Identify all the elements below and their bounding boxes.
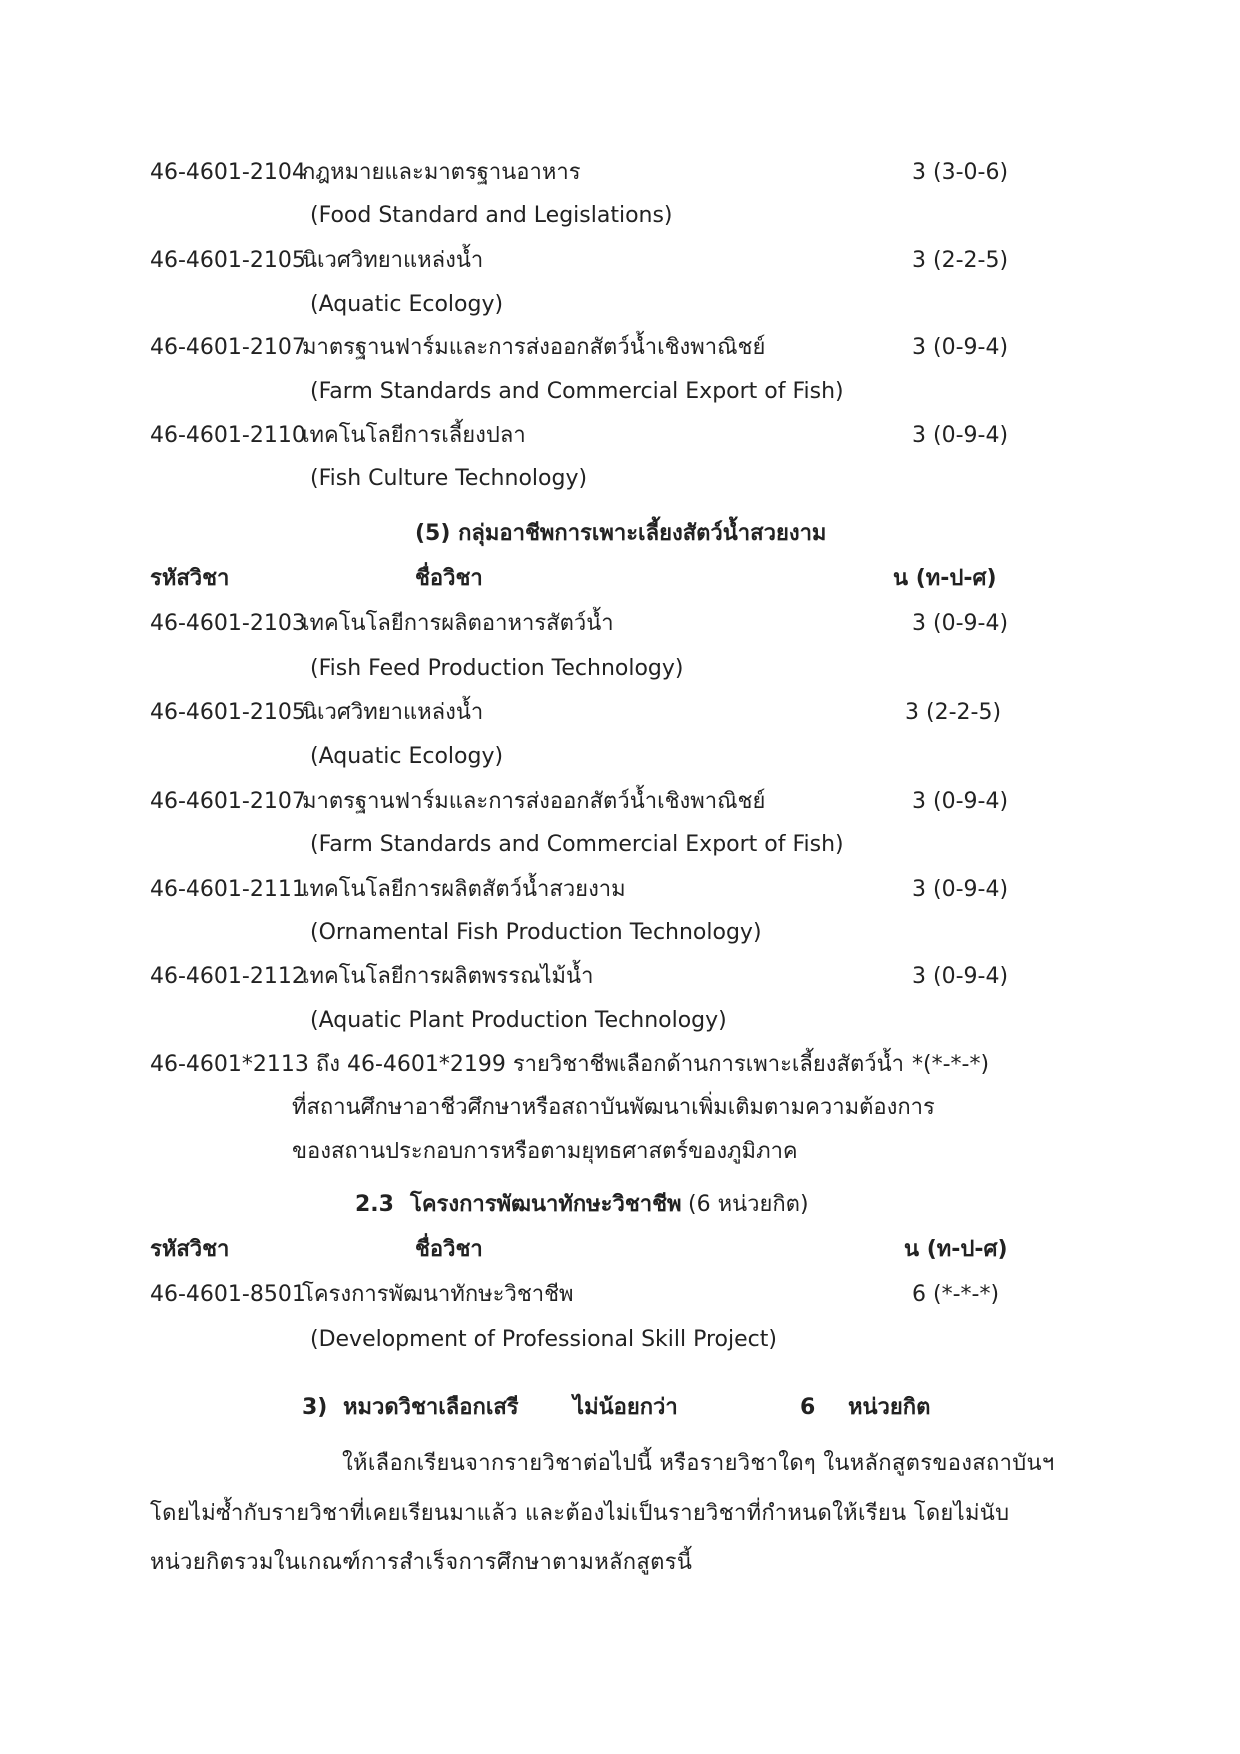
course-name-en: (Aquatic Ecology)	[310, 292, 504, 317]
course-name-en: (Aquatic Plant Production Technology)	[310, 1008, 727, 1033]
course-name-th: เทคโนโลยีการเลี้ยงปลา	[302, 423, 526, 448]
course-name-en: (Farm Standards and Commercial Export of Fish)	[310, 379, 844, 404]
course-credits: 3 (2-2-5)	[912, 248, 1009, 273]
course-range-credits: *(*-*-*)	[912, 1052, 990, 1077]
course-credits: 6 (*-*-*)	[912, 1282, 1000, 1307]
header-credits: น (ท-ป-ศ)	[893, 566, 997, 591]
course-code: 46-4601-2104	[150, 160, 306, 185]
header-code: รหัสวิชา	[150, 566, 230, 591]
section-min: ไม่น้อยกว่า	[573, 1395, 678, 1420]
course-name-en: (Farm Standards and Commercial Export of Fish)	[310, 832, 844, 857]
course-name-en: (Fish Feed Production Technology)	[310, 656, 684, 681]
course-credits: 3 (0-9-4)	[912, 335, 1009, 360]
course-code: 46-4601-2107	[150, 335, 306, 360]
course-range: 46-4601*2113 ถึง 46-4601*2199 รายวิชาชีพเลือกด้านการเพาะเลี้ยงสัตว์น้ำ	[150, 1052, 904, 1077]
course-credits: 3 (0-9-4)	[912, 789, 1009, 814]
section-count: 6	[800, 1395, 816, 1420]
section-title: หมวดวิชาเลือกเสรี	[343, 1395, 519, 1420]
course-code: 46-4601-8501	[150, 1282, 306, 1307]
paragraph: ให้เลือกเรียนจากรายวิชาต่อไปนี้ หรือรายวิชาใดๆ ในหลักสูตรของสถาบันฯ	[342, 1451, 1055, 1476]
course-credits: 3 (0-9-4)	[912, 423, 1009, 448]
course-credits: 3 (0-9-4)	[912, 877, 1009, 902]
course-credits: 3 (2-2-5)	[905, 700, 1002, 725]
section-number: 3)	[302, 1395, 328, 1420]
course-name-en: (Ornamental Fish Production Technology)	[310, 920, 762, 945]
section-units: (6 หน่วยกิต)	[688, 1192, 809, 1217]
course-credits: 3 (3-0-6)	[912, 160, 1009, 185]
course-credits: 3 (0-9-4)	[912, 611, 1009, 636]
course-name-en: (Fish Culture Technology)	[310, 466, 588, 491]
header-name: ชื่อวิชา	[415, 566, 483, 591]
course-name-th: นิเวศวิทยาแหล่งน้ำ	[302, 248, 484, 273]
course-code: 46-4601-2107	[150, 789, 306, 814]
header-credits: น (ท-ป-ศ)	[904, 1237, 1008, 1262]
course-name-th: เทคโนโลยีการผลิตสัตว์น้ำสวยงาม	[302, 877, 626, 902]
paragraph: โดยไม่ซ้ำกับรายวิชาที่เคยเรียนมาแล้ว และต้องไม่เป็นรายวิชาที่กำหนดให้เรียน โดยไม่นับ	[150, 1501, 1010, 1526]
header-code: รหัสวิชา	[150, 1237, 230, 1262]
course-name-th: เทคโนโลยีการผลิตอาหารสัตว์น้ำ	[302, 611, 614, 636]
header-name: ชื่อวิชา	[415, 1237, 483, 1262]
course-code: 46-4601-2112	[150, 964, 306, 989]
course-code: 46-4601-2105	[150, 700, 306, 725]
course-name-en: (Food Standard and Legislations)	[310, 203, 673, 228]
course-name-th: มาตรฐานฟาร์มและการส่งออกสัตว์น้ำเชิงพาณิชย์	[302, 335, 766, 360]
course-name-th: โครงการพัฒนาทักษะวิชาชีพ	[302, 1282, 574, 1307]
course-name-th: กฎหมายและมาตรฐานอาหาร	[302, 160, 581, 185]
course-name-th: เทคโนโลยีการผลิตพรรณไม้น้ำ	[302, 964, 594, 989]
course-credits: 3 (0-9-4)	[912, 964, 1009, 989]
course-code: 46-4601-2105	[150, 248, 306, 273]
course-code: 46-4601-2103	[150, 611, 306, 636]
section-number: 2.3	[355, 1192, 394, 1217]
course-code: 46-4601-2110	[150, 423, 306, 448]
group5-title: (5) กลุ่มอาชีพการเพาะเลี้ยงสัตว์น้ำสวยงาม	[415, 521, 827, 546]
paragraph: หน่วยกิตรวมในเกณฑ์การสำเร็จการศึกษาตามหลักสูตรนี้	[150, 1550, 693, 1575]
course-name-th: นิเวศวิทยาแหล่งน้ำ	[302, 700, 484, 725]
section-unit: หน่วยกิต	[848, 1395, 931, 1420]
section-title: โครงการพัฒนาทักษะวิชาชีพ	[410, 1192, 682, 1217]
course-name-en: (Aquatic Ecology)	[310, 744, 504, 769]
course-range-desc: ของสถานประกอบการหรือตามยุทธศาสตร์ของภูมิภาค	[292, 1139, 798, 1164]
course-name-en: (Development of Professional Skill Project)	[310, 1327, 777, 1352]
course-range-desc: ที่สถานศึกษาอาชีวศึกษาหรือสถาบันพัฒนาเพิ่มเติมตามความต้องการ	[292, 1095, 935, 1120]
course-name-th: มาตรฐานฟาร์มและการส่งออกสัตว์น้ำเชิงพาณิชย์	[302, 789, 766, 814]
course-code: 46-4601-2111	[150, 877, 306, 902]
